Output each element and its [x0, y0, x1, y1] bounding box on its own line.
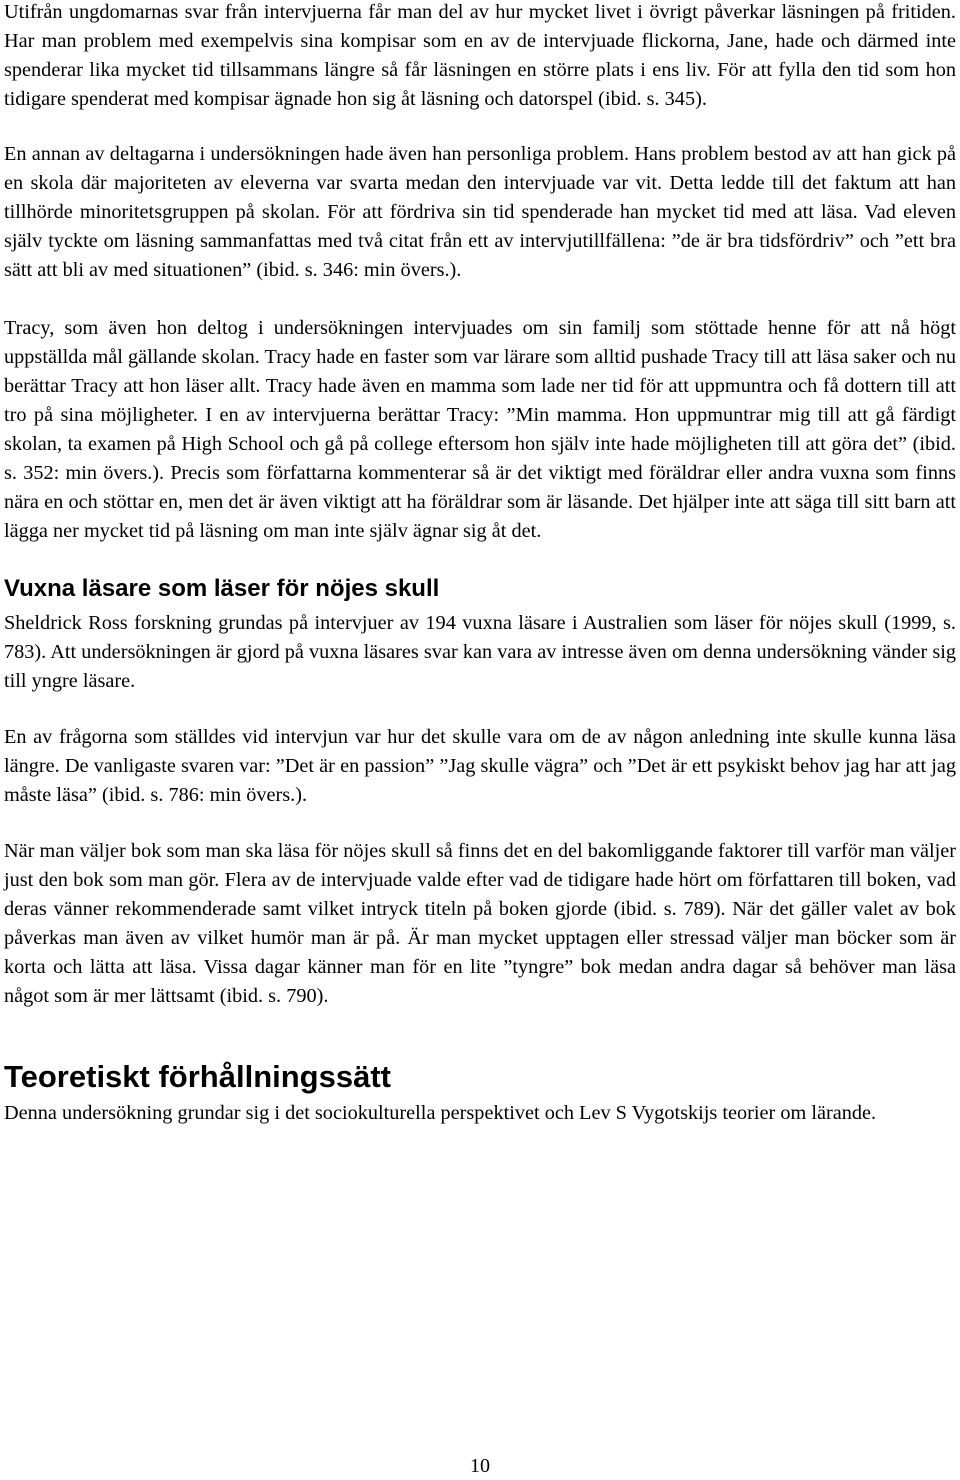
page-number: 10 — [470, 1455, 490, 1477]
paragraph-tracy-family: Tracy, som även hon deltog i undersökningen intervjuades om sin familj som stöttade henne för att nå högt uppställda mål gällande skolan. Tracy hade en faster som var lärare som alltid pushade Tracy till att läsa saker och nu berättar Tracy att hon läser allt. Tracy hade även en mamma som lade ner tid för att uppmuntra och få dottern till att tro på sina möjligheter. I en av intervjuerna berättar Tracy: ”Min mamma. Hon uppmuntrar mig till att gå färdigt skolan, ta examen på High School och gå på college eftersom hon själv inte hade möjligheten till att göra det” (ibid. s. 352: min övers.). Precis som författarna kommenterar så är det viktigt med föräldrar eller andra vuxna som finns nära en och stöttar en, men det är även viktigt att ha föräldrar som är läsande. Det hjälper inte att säga till sitt barn att lägga ner mycket tid på läsning om man inte själv ägnar sig åt det. — [4, 317, 956, 542]
paragraph-minority-student: En annan av deltagarna i undersökningen hade även han personliga problem. Hans problem bestod av att han gick på en skola där majoriteten av eleverna var svarta medan den intervjuade var vit. Detta ledde till det faktum att han tillhörde minoritetsgruppen på skolan. För att fördriva sin tid spenderade han mycket tid med att läsa. Vad eleven själv tyckte om läsning sammanfattas med två citat från ett av intervjutillfällena: ”de är bra tidsfördriv” och ”ett bra sätt att bli av med situationen” (ibid. s. 346: min övers.). — [4, 143, 956, 281]
document-page — [4, 0, 956, 1128]
paragraph-interview-question: En av frågorna som ställdes vid intervjun var hur det skulle vara om de av någon anledning inte skulle kunna läsa längre. De vanligaste svaren var: ”Det är en passion” ”Jag skulle vägra” och ”Det är ett psykiskt behov jag har att jag måste läsa” (ibid. s. 786: min övers.). — [4, 726, 956, 806]
paragraph-leisure-reading: Utifrån ungdomarnas svar från intervjuerna får man del av hur mycket livet i övrigt påverkar läsningen på fritiden. Har man problem med exempelvis sina kompisar som en av de intervjuade flickorna, Jane, hade och därmed inte spenderar lika mycket tid tillsammans längre så får läsningen en större plats i ens liv. För att fylla den tid som hon tidigare spenderat med kompisar ägnade hon sig åt läsning och datorspel (ibid. s. 345). — [4, 1, 956, 110]
paragraph-ross-research: Sheldrick Ross forskning grundas på intervjuer av 194 vuxna läsare i Australien som läser för nöjes skull (1999, s. 783). Att undersökningen är gjord på vuxna läsares svar kan vara av intresse även om denna undersökning vänder sig till yngre läsare. — [4, 612, 956, 692]
paragraph-sociocultural: Denna undersökning grundar sig i det sociokulturella perspektivet och Lev S Vygotskijs teorier om lärande. — [4, 1102, 877, 1124]
section-heading-adult-readers: Vuxna läsare som läser för nöjes skull — [4, 575, 440, 602]
section-heading-theory: Teoretiskt förhållningssätt — [4, 1059, 391, 1094]
paragraph-book-choice: När man väljer bok som man ska läsa för nöjes skull så finns det en del bakomliggande faktorer till varför man väljer just den bok som man gör. Flera av de intervjuade valde efter vad de tidigare hade hört om författaren till boken, vad deras vänner rekommenderade samt vilket intryck titeln på boken gjorde (ibid. s. 789). När det gäller valet av bok påverkas man även av vilket humör man är på. Är man mycket upptagen eller stressad väljer man böcker som är korta och lätta att läsa. Vissa dagar känner man för en lite ”tyngre” bok medan andra dagar så behöver man läsa något som är mer lättsamt (ibid. s. 790). — [4, 840, 956, 1007]
